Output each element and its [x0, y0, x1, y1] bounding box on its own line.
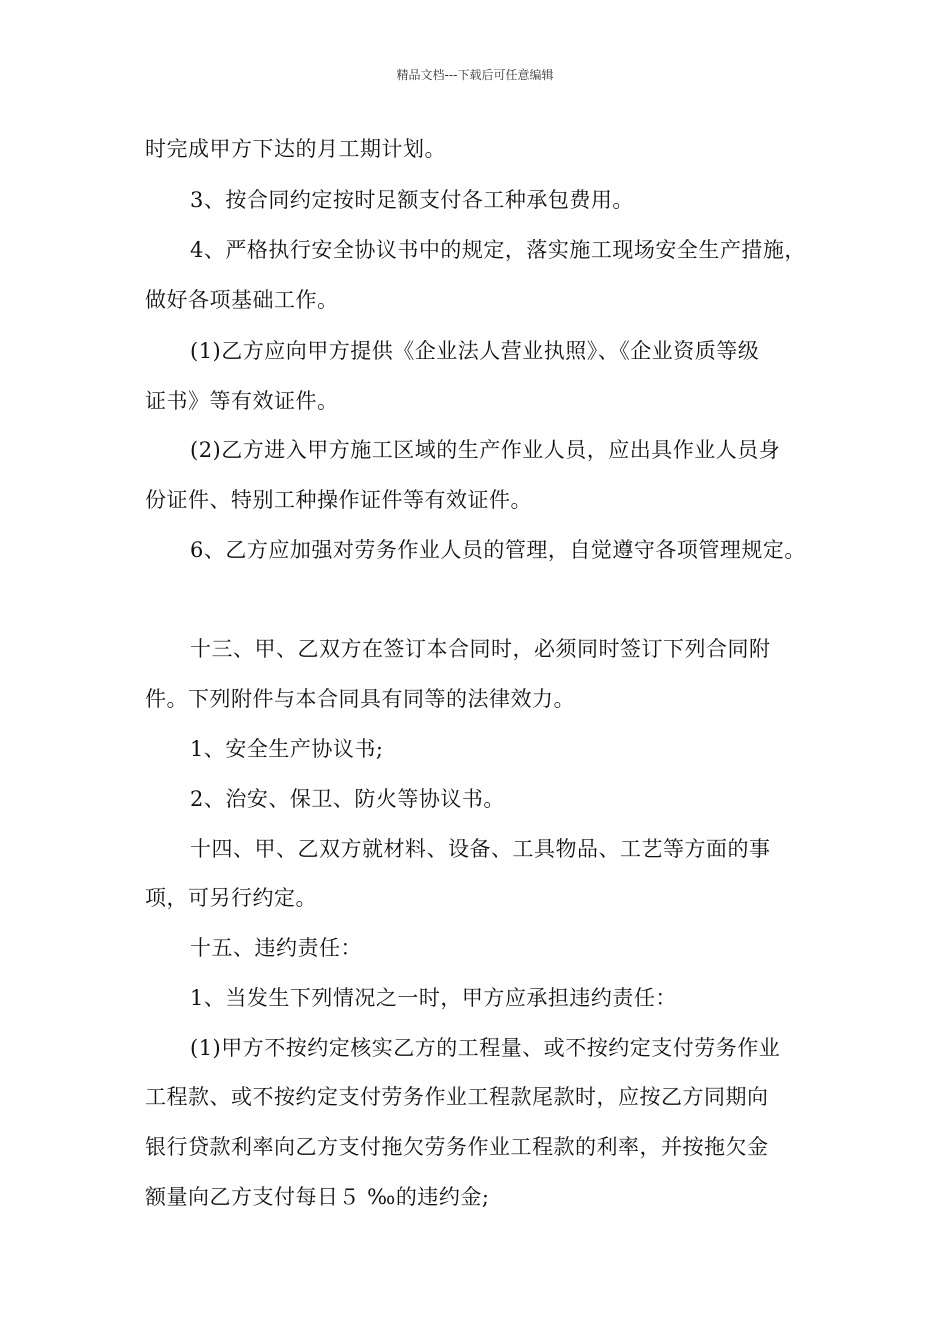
paragraph-line: 项，可另行约定。: [145, 886, 317, 910]
paragraph-line: 银行贷款利率向乙方支付拖欠劳务作业工程款的利率，并按拖欠金: [145, 1135, 769, 1159]
paragraph-line: 十三、甲、乙双方在签订本合同时，必须同时签订下列合同附: [190, 637, 771, 661]
paragraph-line: 3、按合同约定按时足额支付各工种承包费用。: [190, 188, 634, 212]
paragraph-line: 十五、违约责任：: [190, 936, 362, 960]
paragraph-line: (1)甲方不按约定核实乙方的工程量、或不按约定支付劳务作业: [190, 1036, 781, 1060]
paragraph-line: 证书》等有效证件。: [145, 389, 339, 413]
paragraph-line: 件。下列附件与本合同具有同等的法律效力。: [145, 687, 575, 711]
paragraph-line: 十四、甲、乙双方就材料、设备、工具物品、工艺等方面的事: [190, 837, 771, 861]
page-header: 精品文档---下载后可任意编辑: [396, 68, 554, 82]
paragraph-line: 份证件、特别工种操作证件等有效证件。: [145, 488, 532, 512]
paragraph-line: 6、乙方应加强对劳务作业人员的管理，自觉遵守各项管理规定。: [190, 538, 806, 562]
paragraph-line: 2、治安、保卫、防火等协议书。: [190, 787, 505, 811]
paragraph-line: (1)乙方应向甲方提供《企业法人营业执照》、《企业资质等级: [190, 339, 760, 363]
paragraph-line: 1、当发生下列情况之一时，甲方应承担违约责任：: [190, 986, 677, 1010]
paragraph-line: 4、严格执行安全协议书中的规定，落实施工现场安全生产措施，: [190, 238, 806, 262]
paragraph-line: (2)乙方进入甲方施工区域的生产作业人员，应出具作业人员身: [190, 438, 781, 462]
paragraph-line: 做好各项基础工作。: [145, 288, 339, 312]
paragraph-line: 时完成甲方下达的月工期计划。: [145, 137, 446, 161]
paragraph-line: 1、安全生产协议书;: [190, 737, 384, 761]
paragraph-line: 工程款、或不按约定支付劳务作业工程款尾款时，应按乙方同期向: [145, 1085, 769, 1109]
paragraph-line: 额量向乙方支付每日５ ‰的违约金;: [145, 1185, 490, 1209]
